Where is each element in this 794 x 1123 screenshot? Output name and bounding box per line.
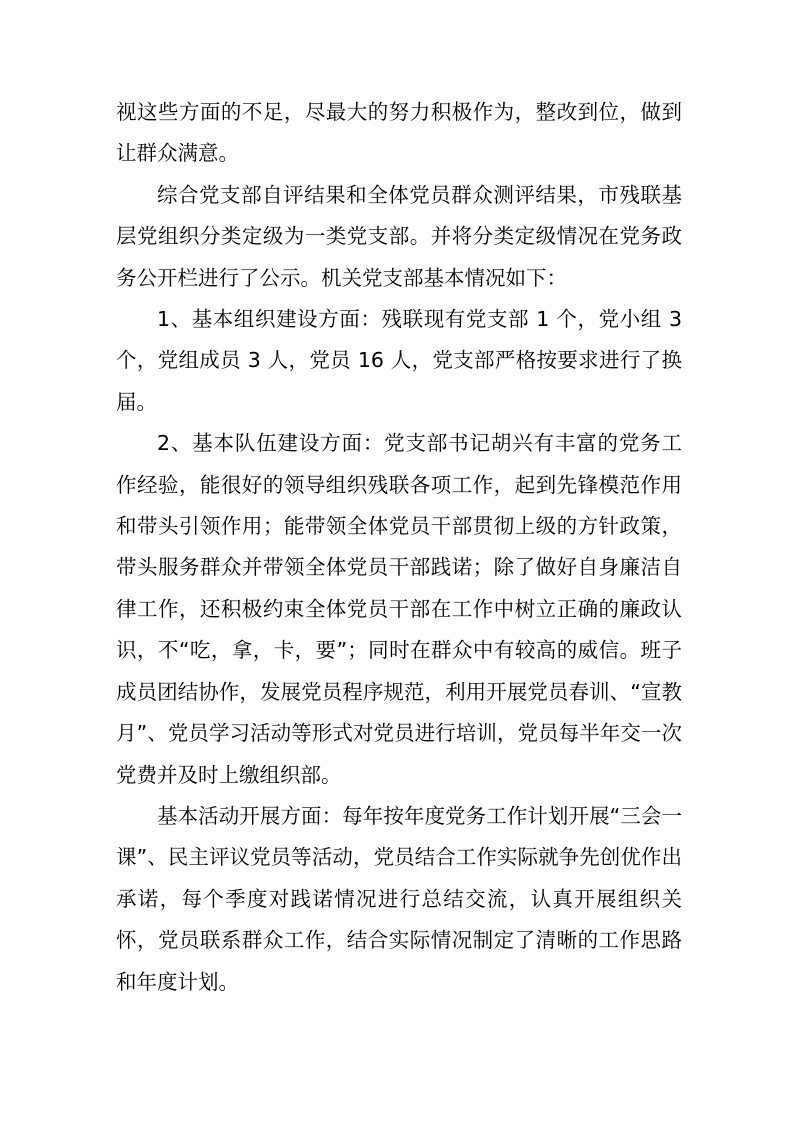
document-body: [116, 92, 682, 1003]
paragraph-evaluation-result: 综合党支部自评结果和全体党员群众测评结果，市残联基层党组织分类定级为一类党支部。并将分类定级情况在党务政务公开栏进行了公示。机关党支部基本情况如下：: [116, 182, 682, 290]
paragraph-organization-building: 1、基本组织建设方面：残联现有党支部 1 个，党小组 3 个，党组成员 3 人，党员 16 人，党支部严格按要求进行了换届。: [116, 307, 682, 414]
paragraph-activities: 基本活动开展方面：每年按年度党务工作计划开展“三会一课”、民主评议党员等活动，党员结合工作实际就争先创优作出承诺，每个季度对践诺情况进行总结交流，认真开展组织关怀，党员联系群众工作，结合实际情况制定了清晰的工作思路和年度计划。: [116, 803, 682, 994]
paragraph-team-building: 2、基本队伍建设方面：党支部书记胡兴有丰富的党务工作经验，能很好的领导组织残联各项工作，起到先锋模范作用和带头引领作用；能带领全体党员干部贯彻上级的方针政策，带头服务群众并带领全体党员干部践诺；除了做好自身廉洁自律工作，还积极约束全体党员干部在工作中树立正确的廉政认识，不“吃，拿，卡，要”；同时在群众中有较高的威信。班子成员团结协作，发展党员程序规范，利用开展党员春训、“宣教月”、党员学习活动等形式对党员进行培训，党员每半年交一次党费并及时上缴组织部。: [116, 431, 682, 787]
paragraph-continuation: 视这些方面的不足，尽最大的努力积极作为，整改到位，做到让群众满意。: [116, 100, 682, 166]
